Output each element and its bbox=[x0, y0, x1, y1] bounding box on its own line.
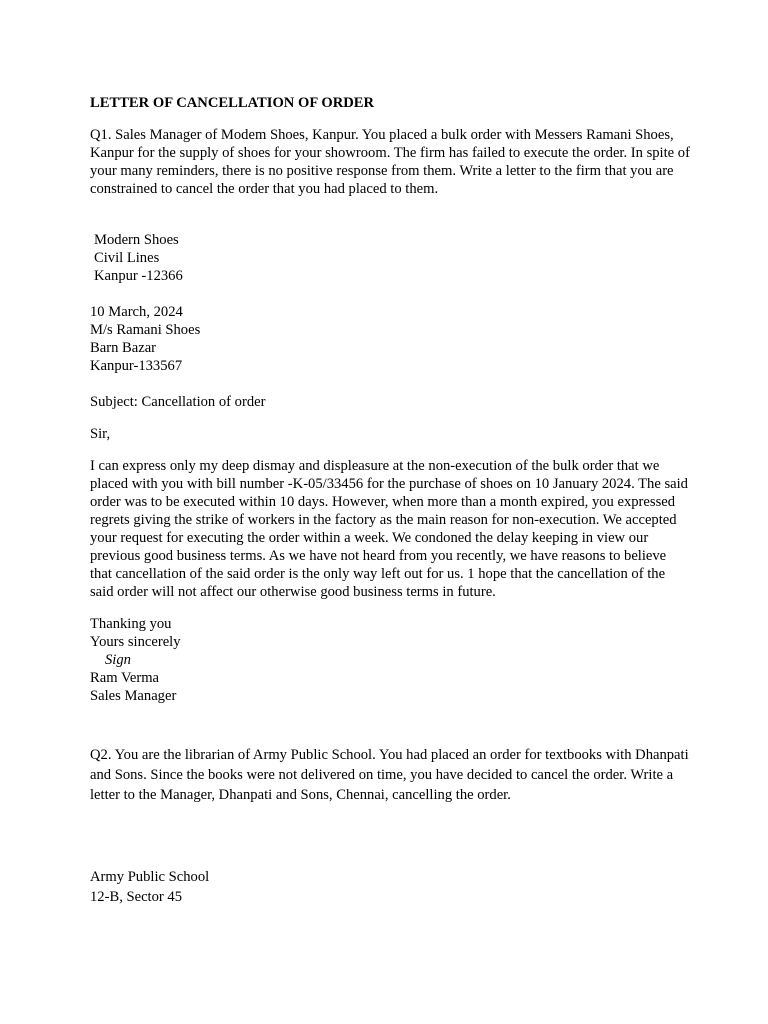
letter-date: 10 March, 2024 bbox=[90, 304, 183, 320]
receiver-line: Barn Bazar bbox=[90, 340, 157, 356]
document-title: LETTER OF CANCELLATION OF ORDER bbox=[90, 95, 375, 111]
sender-line: Modern Shoes bbox=[94, 232, 179, 248]
q1-date-and-receiver bbox=[90, 303, 690, 375]
q2-sender-address bbox=[90, 867, 690, 907]
closing-sign: Sign bbox=[105, 652, 131, 668]
receiver-line: M/s Ramani Shoes bbox=[90, 322, 201, 338]
letter-subject: Subject: Cancellation of order bbox=[90, 394, 266, 410]
q2-question: Q2. You are the librarian of Army Public School. You had placed an order for textbooks with Dhanpati and Sons. Since the books were not delivered on time, you have decided to cancel the order. Write a letter to the Manager, Dhanpati and Sons, Chennai, cancelling the order. bbox=[90, 747, 689, 803]
document-page bbox=[90, 94, 690, 907]
closing-sincerely: Yours sincerely bbox=[90, 634, 181, 650]
sender-line: Civil Lines bbox=[94, 250, 160, 266]
sender-line: Kanpur -12366 bbox=[94, 268, 183, 284]
closing-name: Ram Verma bbox=[90, 670, 160, 686]
letter-salutation: Sir, bbox=[90, 426, 111, 442]
sender-line: 12-B, Sector 45 bbox=[90, 889, 183, 905]
closing-thanks: Thanking you bbox=[90, 616, 172, 632]
sender-line: Army Public School bbox=[90, 869, 210, 885]
letter-body: I can express only my deep dismay and displeasure at the non-execution of the bulk order that we placed with you with bill number -K-05/33456 for the purchase of shoes on 10 January 2024. The said order was to be executed within 10 days. However, when more than a month expired, you expressed regrets giving the strike of workers in the factory as the main reason for non-execution. We accepted your request for executing the order within a week. We condoned the delay keeping in view our previous good business terms. As we have not heard from you recently, we have reasons to believe that cancellation of the said order is the only way left out for us. 1 hope that the cancellation of the said order will not affect our otherwise good business terms in future. bbox=[90, 458, 688, 600]
letter-closing bbox=[90, 615, 690, 705]
closing-designation: Sales Manager bbox=[90, 688, 177, 704]
q1-sender-address bbox=[90, 231, 690, 285]
q1-question: Q1. Sales Manager of Modem Shoes, Kanpur. You placed a bulk order with Messers Ramani Shoes, Kanpur for the supply of shoes for your showroom. The firm has failed to execute the order. In spite of your many reminders, there is no positive response from them. Write a letter to the firm that you are constrained to cancel the order that you had placed to them. bbox=[90, 127, 690, 197]
receiver-line: Kanpur-133567 bbox=[90, 358, 183, 374]
